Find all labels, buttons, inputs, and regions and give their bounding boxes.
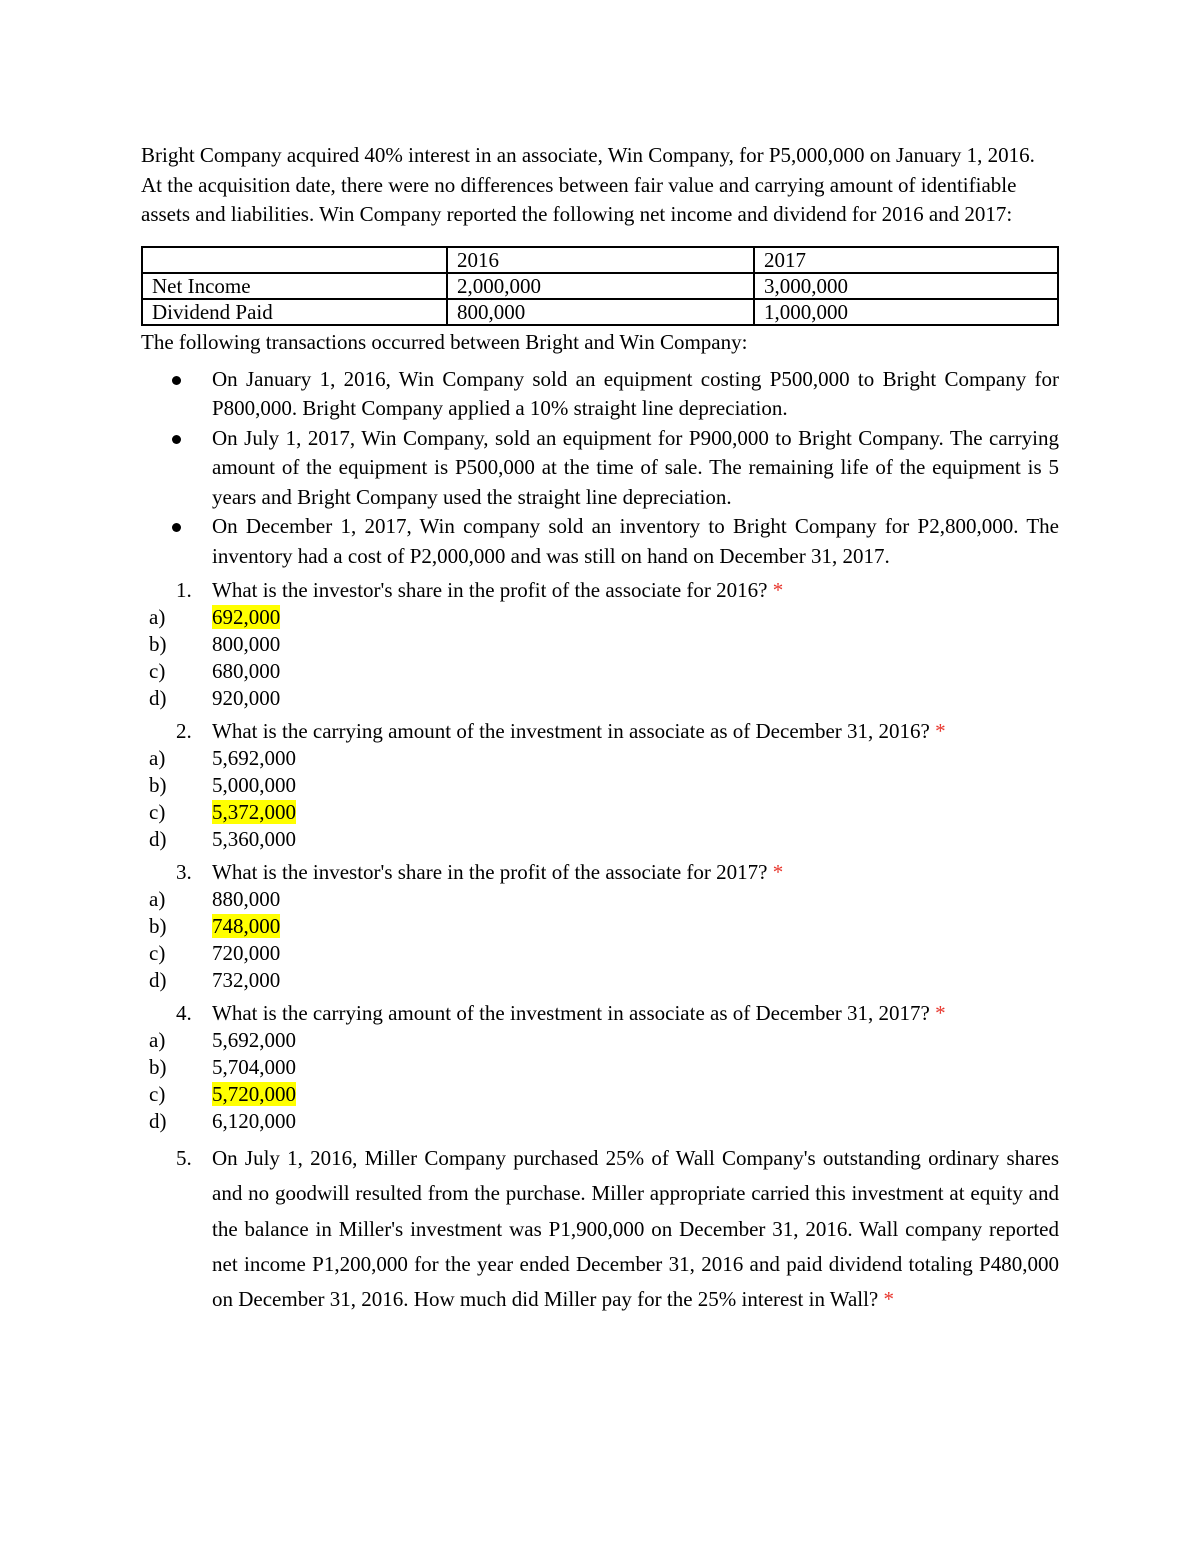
question-text (141, 577, 1059, 604)
option-value: 6,120,000 (212, 1109, 296, 1133)
option-letter: b) (149, 632, 167, 656)
question-number: 4. (176, 1001, 192, 1025)
option-letter: d) (149, 686, 167, 710)
transaction-text: On July 1, 2017, Win Company, sold an equipment for P900,000 to Bright Company. The carrying amount of the equipment is P500,000 at the time of sale. The remaining life of the equipment is 5 years and Bright Company used the straight line depreciation. (212, 425, 1059, 509)
table-cell: Net Income (142, 273, 447, 299)
required-mark: * (772, 578, 784, 602)
table-cell: 800,000 (447, 299, 754, 325)
option-value: 880,000 (212, 887, 281, 911)
answer-option (141, 772, 1059, 799)
option-letter: a) (149, 746, 166, 770)
table-header-row (142, 247, 1058, 273)
option-value: 5,360,000 (212, 827, 296, 851)
answer-option (141, 886, 1059, 913)
option-value: 920,000 (212, 686, 281, 710)
option-letter: c) (149, 941, 166, 965)
option-value: 5,000,000 (212, 773, 296, 797)
question-stem: What is the investor's share in the profit of the associate for 2016? (212, 578, 768, 602)
question-text (141, 718, 1059, 745)
answer-option (141, 967, 1059, 994)
option-value: 5,692,000 (212, 1028, 296, 1052)
transaction-text: On January 1, 2016, Win Company sold an equipment costing P500,000 to Bright Company for P800,000. Bright Company applied a 10% straight line depreciation. (212, 366, 1059, 420)
option-value: 680,000 (212, 659, 281, 683)
table-header-cell: 2016 (447, 247, 754, 273)
option-value: 800,000 (212, 632, 281, 656)
question-text (141, 859, 1059, 886)
option-letter: a) (149, 887, 166, 911)
table-cell: 2,000,000 (447, 273, 754, 299)
option-letter: a) (149, 605, 166, 629)
question-stem: On July 1, 2016, Miller Company purchased 25% of Wall Company's outstanding ordinary shares and no goodwill resulted from the purchase. Miller appropriate carried this investment at equity and the balance in Miller's investment was P1,900,000 on December 31, 2016. Wall company reported net income P1,200,000 for the year ended December 31, 2016 and paid dividend totaling P480,000 on December 31, 2016. How much did Miller pay for the 25% interest in Wall? (212, 1146, 1059, 1312)
option-value-highlighted: 5,372,000 (212, 800, 296, 824)
answer-option (141, 658, 1059, 685)
required-mark: * (772, 860, 784, 884)
transactions-lead: The following transactions occurred between Bright and Win Company: (141, 329, 748, 354)
question-number: 5. (176, 1146, 192, 1170)
question-stem: What is the carrying amount of the investment in associate as of December 31, 2016? (212, 719, 930, 743)
answer-option (141, 604, 1059, 631)
document-content (141, 141, 1059, 1317)
question-3 (141, 859, 1059, 994)
bullet-icon (172, 435, 181, 444)
required-mark: * (935, 1001, 946, 1025)
table-header-cell (142, 247, 447, 273)
option-value: 720,000 (212, 941, 281, 965)
option-letter: b) (149, 773, 167, 797)
list-item (141, 424, 1059, 513)
required-mark: * (883, 1287, 895, 1312)
option-value-highlighted: 692,000 (212, 605, 281, 629)
table-cell: Dividend Paid (142, 299, 447, 325)
answer-option (141, 685, 1059, 712)
answer-option (141, 631, 1059, 658)
answer-option (141, 1054, 1059, 1081)
option-letter: d) (149, 1109, 167, 1133)
income-dividend-table (141, 246, 1059, 326)
answer-option (141, 913, 1059, 940)
question-stem: What is the investor's share in the profit of the associate for 2017? (212, 860, 768, 884)
table-cell: 3,000,000 (754, 273, 1058, 299)
question-2 (141, 718, 1059, 853)
question-1 (141, 577, 1059, 712)
option-letter: d) (149, 968, 167, 992)
question-stem: What is the carrying amount of the investment in associate as of December 31, 2017? (212, 1001, 930, 1025)
list-item (141, 512, 1059, 571)
question-4 (141, 1000, 1059, 1135)
transaction-text: On December 1, 2017, Win company sold an inventory to Bright Company for P2,800,000. The inventory had a cost of P2,000,000 and was still on hand on December 31, 2017. (212, 514, 1059, 568)
option-letter: c) (149, 659, 166, 683)
option-letter: c) (149, 1082, 166, 1106)
answer-option (141, 940, 1059, 967)
answer-option (141, 1081, 1059, 1108)
list-item (141, 365, 1059, 424)
answer-option (141, 799, 1059, 826)
bullet-icon (172, 376, 181, 385)
question-text (141, 1000, 1059, 1027)
option-letter: a) (149, 1028, 166, 1052)
option-letter: d) (149, 827, 167, 851)
question-5 (141, 1141, 1059, 1317)
option-value: 5,692,000 (212, 746, 296, 770)
intro-paragraph: Bright Company acquired 40% interest in an associate, Win Company, for P5,000,000 on January 1, 2016. At the acquisition date, there were no differences between fair value and carrying amount of identifiable assets and liabilities. Win Company reported the following net income and dividend for 2016 and 2017: (141, 143, 1035, 226)
answer-option (141, 1108, 1059, 1135)
question-number: 1. (176, 578, 192, 602)
question-number: 3. (176, 860, 192, 884)
answer-option (141, 826, 1059, 853)
answer-option (141, 745, 1059, 772)
required-mark: * (935, 719, 946, 743)
option-value: 5,704,000 (212, 1055, 296, 1079)
option-letter: b) (149, 1055, 167, 1079)
option-value-highlighted: 5,720,000 (212, 1082, 296, 1106)
option-value-highlighted: 748,000 (212, 914, 281, 938)
table-row (142, 299, 1058, 325)
table-header-cell: 2017 (754, 247, 1058, 273)
bullet-icon (172, 523, 181, 532)
answer-option (141, 1027, 1059, 1054)
table-row (142, 273, 1058, 299)
question-number: 2. (176, 719, 192, 743)
table-cell: 1,000,000 (754, 299, 1058, 325)
transactions-list (141, 365, 1059, 572)
option-value: 732,000 (212, 968, 281, 992)
option-letter: b) (149, 914, 167, 938)
option-letter: c) (149, 800, 166, 824)
